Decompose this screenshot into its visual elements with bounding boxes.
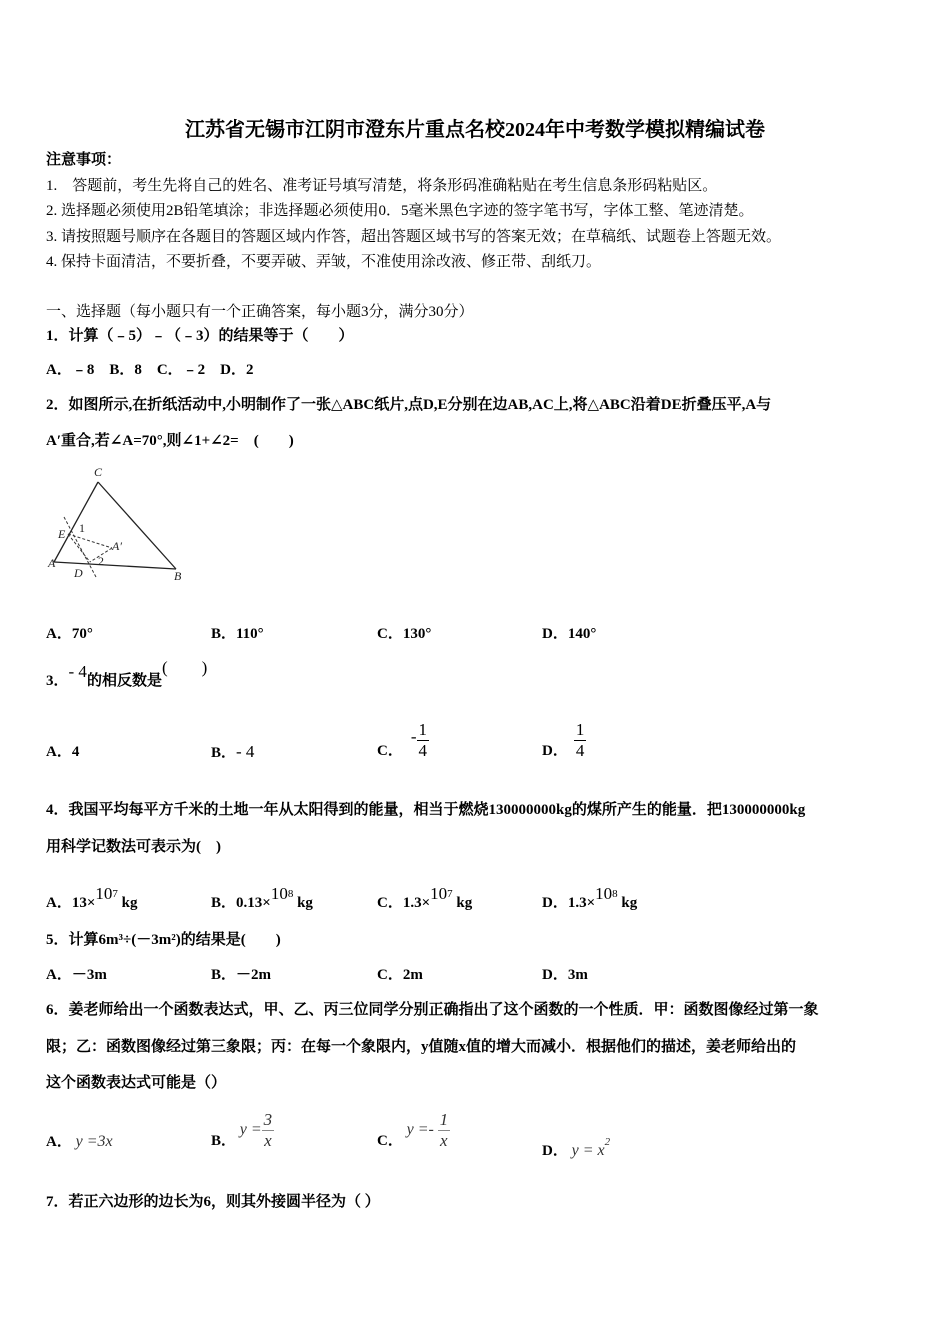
q5-stem: 5．计算6m³÷(－3m²)的结果是( ) xyxy=(46,932,281,948)
q3-option-c: C．- $\frac{1}{4}$ xyxy=(377,720,428,760)
q5-option-c: C．2m xyxy=(377,967,423,983)
q5-option-a: A．－3m xyxy=(46,967,107,983)
q6-stem: 这个函数表达式可能是（） xyxy=(46,1075,227,1091)
label-2: 2 xyxy=(98,554,104,568)
q3-text: 的相反数是 xyxy=(86,673,162,689)
label-1: 1 xyxy=(79,521,85,535)
q4-option-a: A．$13\times 10^7$ kg xyxy=(46,884,138,911)
q6-option-d: D． $y = x^2$ xyxy=(542,1136,611,1159)
q6-option-b: B． y = $\frac{3}{x}$ xyxy=(211,1110,273,1150)
page-title: 江苏省无锡市江阴市澄东片重点名校2024年中考数学模拟精编试卷 xyxy=(185,119,765,141)
notice-item: 1. 答题前，考生先将自己的姓名、准考证号填写清楚，将条形码准确粘贴在考生信息条形码粘贴区。 xyxy=(46,178,718,194)
q3-stem xyxy=(46,658,208,691)
q2-option-c: C．130° xyxy=(377,626,432,642)
notice-item: 3. 请按照题号顺序在各题目的答题区域内作答，超出答题区域书写的答案无效；在草稿纸、试题卷上答题无效。 xyxy=(46,229,782,245)
q4-option-c: C．$1.3\times 10^7$ kg xyxy=(377,884,473,911)
q2-stem: 2．如图所示,在折纸活动中,小明制作了一张△ABC纸片,点D,E分别在边AB,AC上,将△ABC沿着DE折叠压平,A与 xyxy=(46,397,772,413)
label-aprime: A′ xyxy=(112,539,122,553)
q2-option-b: B．110° xyxy=(211,626,264,642)
q3-option-d: D． $\frac{1}{4}$ xyxy=(542,720,585,760)
q4-option-d: D．$1.3\times 10^8$ kg xyxy=(542,884,638,911)
q4-option-b: B．$0.13\times 10^8$ kg xyxy=(211,884,313,911)
q3-expr: - 4 xyxy=(68,662,87,681)
q2-option-a: A．70° xyxy=(46,626,93,642)
label-d: D xyxy=(74,566,83,580)
q2-triangle-figure xyxy=(46,462,186,587)
q6-stem: 6．姜老师给出一个函数表达式，甲、乙、丙三位同学分别正确指出了这个函数的一个性质．甲：函数图像经过第一象 xyxy=(46,1002,819,1018)
q3-paren: ( ) xyxy=(161,658,208,677)
q6-option-c: C． y =- $\frac{1}{x}$ xyxy=(377,1110,449,1150)
notice-item: 2. 选择题必须使用2B铅笔填涂；非选择题必须使用0．5毫米黑色字迹的签字笔书写，字体工整、笔迹清楚。 xyxy=(46,203,754,219)
q1-options: A．﹣8 B．8 C．﹣2 D．2 xyxy=(46,362,254,378)
q1-stem: 1．计算（﹣5）﹣（﹣3）的结果等于（ ） xyxy=(46,328,354,344)
q5-option-b: B．－2m xyxy=(211,967,272,983)
q4-stem: 用科学记数法可表示为( ) xyxy=(46,839,221,855)
section-heading: 一、选择题（每小题只有一个正确答案，每小题3分，满分30分） xyxy=(46,304,474,320)
q5-option-d: D．3m xyxy=(542,967,588,983)
label-b: B xyxy=(174,569,182,583)
q3-option-a: A．4 xyxy=(46,744,80,760)
q7-stem: 7．若正六边形的边长为6，则其外接圆半径为（ ） xyxy=(46,1194,380,1210)
label-a: A xyxy=(48,556,56,570)
q2-option-d: D．140° xyxy=(542,626,597,642)
q6-stem: 限；乙：函数图像经过第三象限；丙：在每一个象限内，y值随x值的增大而减小．根据他们的描述，姜老师给出的 xyxy=(46,1039,797,1055)
label-c: C xyxy=(94,465,103,479)
q3-option-b: B．- 4 xyxy=(211,742,255,761)
q3-number: 3． xyxy=(46,673,69,689)
label-e: E xyxy=(58,527,66,541)
q4-stem: 4．我国平均每平方千米的土地一年从太阳得到的能量，相当于燃烧130000000kg的煤所产生的能量．把130000000kg xyxy=(46,802,806,818)
notice-heading: 注意事项： xyxy=(46,152,122,168)
q6-option-a: A． y =3x xyxy=(46,1133,113,1150)
q2-stem: A′重合,若∠A=70°,则∠1+∠2= ( ) xyxy=(46,433,294,449)
notice-item: 4. 保持卡面清洁，不要折叠，不要弄破、弄皱，不准使用涂改液、修正带、刮纸刀。 xyxy=(46,254,602,270)
